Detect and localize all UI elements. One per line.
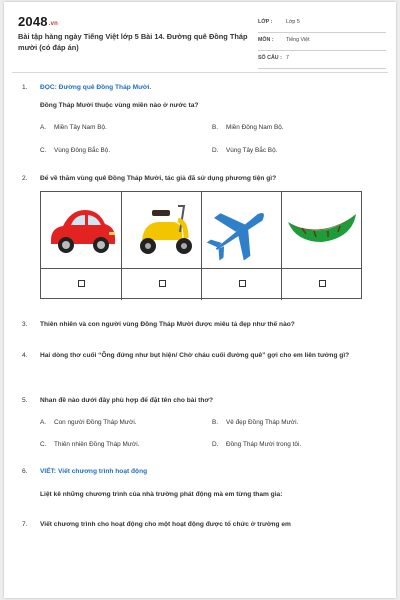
option-text: Vùng Đông Bắc Bộ. xyxy=(54,147,111,154)
logo-suffix: .vn xyxy=(48,21,59,27)
header-divider xyxy=(12,72,388,73)
question-number: 7. xyxy=(22,521,28,528)
option-letter: A. xyxy=(40,124,47,131)
question-text: Thiên nhiên và con người vùng Đồng Tháp Mười được miêu tả đẹp như thế nào? xyxy=(40,321,295,328)
checkbox-cell xyxy=(122,269,202,300)
checkbox-row xyxy=(41,268,361,299)
question-number: 4. xyxy=(22,352,28,359)
question-number: 1. xyxy=(22,84,28,91)
question-text: Hai dòng thơ cuối “Ông đứng như bụt hiện/ Chờ cháu cuối đường quê” gợi cho em liên tưởng gì? xyxy=(40,352,350,359)
option-a[interactable] xyxy=(40,124,107,131)
question-number: 3. xyxy=(22,321,28,328)
boat-icon xyxy=(282,192,362,267)
option-d[interactable] xyxy=(212,441,301,448)
meta-value: Tiếng Việt xyxy=(286,37,310,43)
scooter-icon xyxy=(122,192,202,267)
checkbox-car[interactable] xyxy=(78,280,85,287)
checkbox-cell xyxy=(282,269,362,300)
worksheet-page xyxy=(4,2,396,598)
airplane-cell xyxy=(202,192,282,268)
option-letter: D. xyxy=(212,441,219,448)
boat-cell xyxy=(282,192,362,268)
option-letter: C. xyxy=(40,147,47,154)
question-1-prompt: Đồng Tháp Mười thuộc vùng miền nào ở nước ta? xyxy=(40,102,199,109)
option-text: Con người Đồng Tháp Mười. xyxy=(54,419,137,426)
logo-number: 2048 xyxy=(18,14,48,29)
checkbox-airplane[interactable] xyxy=(239,280,246,287)
car-icon xyxy=(41,192,121,267)
question-6-prompt: Liệt kê những chương trình của nhà trường phát động mà em từng tham gia: xyxy=(40,491,283,498)
option-text: Miền Đông Nam Bộ. xyxy=(226,124,284,131)
meta-label: LỚP : xyxy=(258,19,273,25)
option-letter: C. xyxy=(40,441,47,448)
option-b[interactable] xyxy=(212,124,284,131)
question-text[interactable]: VIẾT: Viết chương trình hoạt động xyxy=(40,468,148,475)
option-text: Đồng Tháp Mười trong tôi. xyxy=(226,441,302,448)
meta-row-count xyxy=(258,52,386,69)
airplane-icon xyxy=(202,192,282,267)
site-logo[interactable] xyxy=(18,14,58,29)
meta-row-class xyxy=(258,16,386,33)
option-letter: A. xyxy=(40,419,47,426)
question-number: 2. xyxy=(22,175,28,182)
checkbox-cell xyxy=(202,269,282,300)
checkbox-cell xyxy=(41,269,122,300)
meta-label: SỐ CÂU : xyxy=(258,55,282,61)
header xyxy=(18,14,386,74)
option-c[interactable] xyxy=(40,441,139,448)
option-text: Vẻ đẹp Đồng Tháp Mười. xyxy=(226,419,299,426)
option-text: Miền Tây Nam Bộ. xyxy=(54,124,107,131)
question-text: Viết chương trình cho hoạt động cho một hoạt động được tổ chức ở trường em xyxy=(40,521,291,528)
meta-panel xyxy=(258,16,386,70)
question-number: 5. xyxy=(22,397,28,404)
meta-label: MÔN : xyxy=(258,37,274,43)
option-text: Vùng Tây Bắc Bộ. xyxy=(226,147,278,154)
option-d[interactable] xyxy=(212,147,277,154)
car-cell xyxy=(41,192,122,268)
option-letter: D. xyxy=(212,147,219,154)
option-b[interactable] xyxy=(212,419,298,426)
scooter-cell xyxy=(122,192,202,268)
question-number: 6. xyxy=(22,468,28,475)
meta-value: Lớp 5 xyxy=(286,19,300,25)
question-text[interactable]: ĐỌC: Đường quê Đồng Tháp Mười. xyxy=(40,84,152,91)
question-text: Nhan đề nào dưới đây phù hợp để đặt tên cho bài thơ? xyxy=(40,397,214,404)
option-letter: B. xyxy=(212,419,219,426)
option-a[interactable] xyxy=(40,419,137,426)
meta-value: 7 xyxy=(286,55,289,61)
page-title: Bài tập hàng ngày Tiếng Việt lớp 5 Bài 14. Đường quê Đồng Tháp mười (có đáp án) xyxy=(18,32,248,52)
checkbox-scooter[interactable] xyxy=(159,280,166,287)
vehicle-choice-table xyxy=(40,191,362,299)
question-text: Để về thăm vùng quê Đồng Tháp Mười, tác giả đã sử dụng phương tiện gì? xyxy=(40,175,277,182)
checkbox-boat[interactable] xyxy=(319,280,326,287)
option-letter: B. xyxy=(212,124,219,131)
option-text: Thiên nhiên Đồng Tháp Mười. xyxy=(54,441,140,448)
option-c[interactable] xyxy=(40,147,110,154)
meta-row-subject xyxy=(258,34,386,51)
